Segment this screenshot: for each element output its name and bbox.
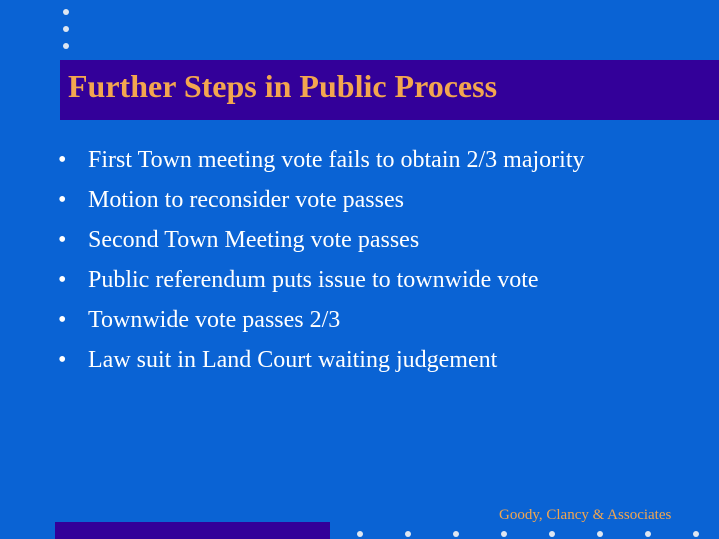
bullet-item xyxy=(58,224,658,256)
decor-dot xyxy=(63,26,69,32)
decor-dot xyxy=(501,531,507,537)
decor-dot xyxy=(357,531,363,537)
decor-dot xyxy=(453,531,459,537)
bullet-item xyxy=(58,144,658,176)
bullet-text: First Town meeting vote fails to obtain 2/3 majority xyxy=(88,147,585,173)
decor-dot xyxy=(693,531,699,537)
bullet-marker: • xyxy=(58,347,67,373)
decor-dot xyxy=(645,531,651,537)
bullet-marker: • xyxy=(58,307,67,333)
bullet-text: Second Town Meeting vote passes xyxy=(88,227,420,253)
bottom-band xyxy=(55,522,330,539)
bullet-marker: • xyxy=(58,187,67,213)
slide-title: Further Steps in Public Process xyxy=(68,68,498,104)
decor-dot xyxy=(549,531,555,537)
decor-dot xyxy=(597,531,603,537)
bullet-text: Townwide vote passes 2/3 xyxy=(88,307,341,333)
decor-dot xyxy=(405,531,411,537)
decor-dot xyxy=(63,9,69,15)
footer-credit: Goody, Clancy & Associates xyxy=(499,507,672,523)
bullet-text: Law suit in Land Court waiting judgement xyxy=(88,347,498,373)
decor-dot xyxy=(63,43,69,49)
bullet-marker: • xyxy=(58,227,67,253)
bullet-text: Motion to reconsider vote passes xyxy=(88,187,404,213)
bullet-item xyxy=(58,304,658,336)
bullet-item xyxy=(58,344,658,376)
bullet-marker: • xyxy=(58,147,67,173)
bullet-marker: • xyxy=(58,267,67,293)
bullet-item xyxy=(58,264,658,296)
bullet-text: Public referendum puts issue to townwide vote xyxy=(88,267,539,293)
bullet-list xyxy=(58,144,658,384)
bullet-item xyxy=(58,184,658,216)
